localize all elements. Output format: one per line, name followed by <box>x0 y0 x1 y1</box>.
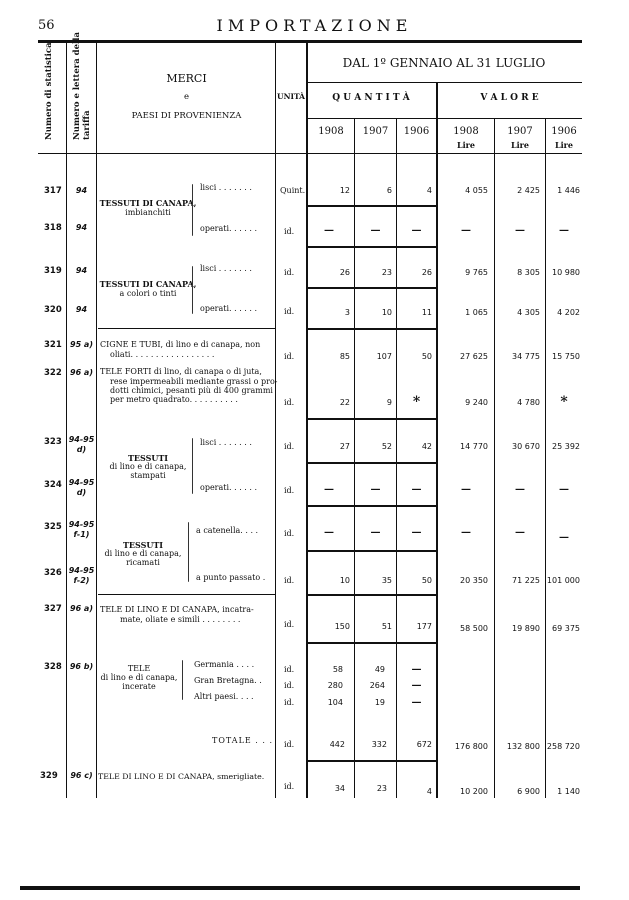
q-1906: 4 <box>426 787 432 796</box>
v-1906: — <box>559 484 569 495</box>
q-1908: 22 <box>339 398 350 407</box>
q-1906: — <box>411 697 422 708</box>
v-1907: 34 775 <box>512 352 540 361</box>
group-brace <box>192 266 193 314</box>
v-1906: 1 140 <box>557 787 580 796</box>
q-1907: 9 <box>386 398 392 407</box>
header-period: DAL 1º GENNAIO AL 31 LUGLIO <box>342 56 546 70</box>
q-1906: 50 <box>421 352 432 361</box>
item-desc: TELE DI LINO E DI CANAPA, incatra- <box>100 605 254 614</box>
q-1908: 150 <box>334 622 350 631</box>
row-rule <box>308 462 436 464</box>
v-1906: * <box>560 394 568 410</box>
tariff-code-letter: f-1) <box>73 530 90 539</box>
stat-number: 321 <box>44 340 62 350</box>
group-subtitle: a colori o tinti <box>119 289 177 298</box>
v-1908: 9 765 <box>465 268 488 277</box>
row-rule <box>308 328 436 330</box>
group-title: TESSUTI DI CANAPA, <box>99 198 197 208</box>
tariff-code-letter: d) <box>76 488 87 497</box>
v-1908: 1 065 <box>465 308 488 317</box>
total-label: TOTALE . . . <box>212 736 273 745</box>
v-1907: — <box>515 527 525 538</box>
tariff-code: 94-95 <box>68 478 95 487</box>
tariff-code: 96 c) <box>70 771 93 780</box>
q-1907: — <box>370 225 381 236</box>
q-1908: 12 <box>339 186 350 195</box>
unit: id. <box>284 529 295 538</box>
item-desc: operati. . . . . . <box>200 483 258 492</box>
q-1907: 51 <box>381 622 392 631</box>
item-desc: a catenella. . . . <box>196 526 259 535</box>
sub-country: Germania . . . . <box>194 660 255 669</box>
header-statistica: Numero di statistica <box>44 42 54 140</box>
tariff-code: 94-95 <box>68 520 95 529</box>
unit: id. <box>284 782 295 791</box>
unit: id. <box>284 486 295 495</box>
unit: id. <box>284 620 295 629</box>
v-1908: 20 350 <box>460 576 488 585</box>
header-v-1908: 1908 <box>453 126 479 137</box>
item-desc: lisci . . . . . . . <box>200 183 252 192</box>
v-1906: 1 446 <box>557 186 580 195</box>
stat-number: 319 <box>44 266 62 276</box>
unit: Quint. <box>280 186 306 195</box>
q-1906: — <box>411 225 422 236</box>
q-1908: 27 <box>339 442 350 451</box>
total-q-1907: 332 <box>371 740 387 749</box>
unit: id. <box>284 352 295 361</box>
group-brace <box>192 438 193 494</box>
header-e: e <box>183 92 190 102</box>
q-1908: 3 <box>344 308 350 317</box>
group-title: TELE <box>127 664 151 673</box>
item-desc: a punto passato . <box>196 573 266 582</box>
header-q-1906: 1906 <box>403 126 430 137</box>
unit: id. <box>284 268 295 277</box>
item-desc: operati. . . . . . <box>200 304 258 313</box>
q-1906: 11 <box>421 308 432 317</box>
unit: id. <box>284 442 295 451</box>
q-1906: * <box>412 394 421 410</box>
tariff-code: 96 a) <box>70 604 93 613</box>
tariff-code: 96 a) <box>70 368 93 377</box>
stat-number: 324 <box>44 480 62 490</box>
bottom-rule <box>20 886 580 890</box>
q-1906: — <box>411 484 422 495</box>
v-1907: 2 425 <box>517 186 540 195</box>
header-v-1907: 1907 <box>507 126 533 137</box>
item-desc: lisci . . . . . . . <box>200 438 252 447</box>
v-1906: 25 392 <box>552 442 580 451</box>
q-1907: 264 <box>369 681 385 690</box>
item-desc: CIGNE E TUBI, di lino e di canapa, non <box>100 340 261 349</box>
q-1906: 50 <box>421 576 432 585</box>
row-rule <box>308 418 436 420</box>
q-1906: 26 <box>421 268 432 277</box>
q-1907: 52 <box>381 442 392 451</box>
q-1906: 4 <box>426 186 432 195</box>
stat-number: 317 <box>44 186 62 196</box>
header-q-1908: 1908 <box>318 126 344 137</box>
v-1907: 71 225 <box>512 576 540 585</box>
v-1908: 9 240 <box>465 398 488 407</box>
tariff-code: 94 <box>75 223 88 232</box>
q-1907: 23 <box>376 784 387 793</box>
v-1908: 27 625 <box>460 352 488 361</box>
col-rule-q1907 <box>354 118 355 798</box>
group-brace <box>188 522 189 582</box>
tariff-code: 95 a) <box>70 340 93 349</box>
v-1907: 6 900 <box>517 787 540 796</box>
q-1907: 107 <box>376 352 392 361</box>
stat-number: 322 <box>44 368 62 378</box>
row-rule <box>308 594 436 596</box>
tariff-code: 94 <box>75 305 88 314</box>
v-1908: 4 055 <box>465 186 488 195</box>
v-1907: 8 305 <box>517 268 540 277</box>
page-title: IMPORTAZIONE <box>216 16 413 35</box>
group-subtitle: di lino e di canapa, <box>100 673 178 682</box>
years-rule <box>306 118 582 119</box>
v-1906: — <box>559 225 569 236</box>
q-1907: 10 <box>381 308 392 317</box>
header-lire-1906: Lire <box>555 140 573 150</box>
total-v-1906: 258 720 <box>546 742 580 751</box>
group-title: TESSUTI <box>122 540 164 550</box>
row-rule <box>308 205 436 207</box>
col-rule-merci <box>275 43 276 798</box>
top-rule <box>38 40 582 43</box>
q-1908: 280 <box>327 681 343 690</box>
group-subtitle: di lino e di canapa, <box>104 549 182 558</box>
tariff-code: 94-95 <box>68 435 95 444</box>
unit: id. <box>284 307 295 316</box>
v-1907: — <box>515 225 525 236</box>
v-1906: 15 750 <box>552 352 580 361</box>
unit: id. <box>284 576 295 585</box>
total-v-1907: 132 800 <box>506 742 540 751</box>
group-subtitle: imbianchiti <box>125 208 171 217</box>
q-1907: 19 <box>374 698 385 707</box>
tariff-code: 96 b) <box>69 662 94 671</box>
item-desc-cont: mate, oliate e simili . . . . . . . . <box>120 615 241 624</box>
v-1908: — <box>461 484 471 495</box>
stat-number: 325 <box>44 522 62 532</box>
q-1908: 34 <box>334 784 345 793</box>
v-1908: — <box>461 225 471 236</box>
stat-number: 323 <box>44 437 62 447</box>
q-1908: 104 <box>327 698 343 707</box>
tariff-code: 94 <box>75 266 88 275</box>
row-rule <box>308 246 436 248</box>
item-desc-cont: dotti chimici, pesanti più di 400 grammi <box>110 386 273 395</box>
v-1907: 4 780 <box>517 398 540 407</box>
v-1906: 101 000 <box>546 576 580 585</box>
group-subtitle: di lino e di canapa, <box>109 462 187 471</box>
item-desc-cont: rese impermeabili mediante grassi o pro- <box>110 377 278 386</box>
unit: id. <box>284 740 295 749</box>
header-lire-1907: Lire <box>511 140 529 150</box>
q-1908: — <box>324 484 334 495</box>
header-tariffa: Numero e lettera della tariffa <box>72 32 92 140</box>
group-subtitle: ricamati <box>126 558 160 567</box>
group-subtitle: stampati <box>130 471 166 480</box>
q-1906: — <box>411 527 422 538</box>
stat-number: 320 <box>44 305 62 315</box>
v-1906: — <box>559 532 569 543</box>
group-brace <box>182 660 183 700</box>
q-1908: 85 <box>339 352 350 361</box>
unit: id. <box>284 398 295 407</box>
v-1908: 14 770 <box>460 442 488 451</box>
tariff-code: 94-95 <box>68 566 95 575</box>
header-quantita: Q U A N T I T À <box>332 93 410 103</box>
total-q-1908: 442 <box>329 740 345 749</box>
group-title: TESSUTI <box>127 453 169 463</box>
v-1906: 10 980 <box>552 268 580 277</box>
sub-country: Altri paesi. . . . <box>194 692 254 701</box>
group-title: TESSUTI DI CANAPA, <box>99 279 197 289</box>
item-desc-cont: per metro quadrato. . . . . . . . . . <box>110 395 238 404</box>
q-1906: — <box>411 664 422 675</box>
header-bottom-rule <box>38 153 582 154</box>
header-q-1907: 1907 <box>362 126 389 137</box>
stat-number: 326 <box>44 568 62 578</box>
unit: id. <box>284 698 295 707</box>
q-1908: 58 <box>332 665 343 674</box>
v-1907: — <box>515 484 525 495</box>
group-brace <box>192 184 193 236</box>
unit: id. <box>284 227 295 236</box>
tariff-code-letter: f-2) <box>73 576 90 585</box>
header-paesi: PAESI DI PROVENIENZA <box>131 111 242 121</box>
stat-number: 328 <box>44 662 62 672</box>
sub-country: Gran Bretagna. . <box>194 676 262 685</box>
header-merci: MERCI <box>166 72 207 85</box>
tariff-code-letter: d) <box>76 445 87 454</box>
q-1907: — <box>370 484 381 495</box>
col-rule-v1907 <box>494 118 495 798</box>
q-1907: 35 <box>381 576 392 585</box>
row-rule <box>308 505 436 507</box>
v-1908: — <box>461 527 471 538</box>
q-1906: — <box>411 680 422 691</box>
row-rule <box>308 642 436 644</box>
row-rule <box>98 328 275 329</box>
header-v-1906: 1906 <box>551 126 577 137</box>
v-1908: 10 200 <box>460 787 488 796</box>
q-1908: — <box>324 527 334 538</box>
row-rule <box>308 287 436 289</box>
q-1907: 49 <box>374 665 385 674</box>
header-valore: V A L O R E <box>480 93 539 103</box>
item-desc: TELE FORTI di lino, di canapa o di juta, <box>100 367 262 376</box>
col-rule-v1906 <box>545 118 546 798</box>
unit: id. <box>284 665 295 674</box>
q-1906: 42 <box>421 442 432 451</box>
page-number: 56 <box>38 18 55 33</box>
total-v-1908: 176 800 <box>454 742 488 751</box>
unit: id. <box>284 681 295 690</box>
q-1908: 26 <box>339 268 350 277</box>
item-desc: lisci . . . . . . . <box>200 264 252 273</box>
q-1908: 10 <box>339 576 350 585</box>
v-1906: 69 375 <box>552 624 580 633</box>
row-rule <box>308 760 436 762</box>
group-subtitle: incerate <box>122 682 156 691</box>
header-unita: UNITÀ <box>277 92 305 101</box>
q-1906: 177 <box>416 622 432 631</box>
q-1907: 6 <box>386 186 392 195</box>
stat-number: 329 <box>40 771 58 781</box>
v-1906: 4 202 <box>557 308 580 317</box>
item-desc: TELE DI LINO E DI CANAPA, smerigliate. <box>98 772 265 781</box>
col-rule-stat <box>66 43 67 798</box>
q-1907: 23 <box>381 268 392 277</box>
period-rule <box>306 82 582 83</box>
row-rule <box>308 550 436 552</box>
stat-number: 318 <box>44 223 62 233</box>
item-desc-cont: oliati. . . . . . . . . . . . . . . . . <box>110 350 215 359</box>
col-rule-tar <box>96 43 97 798</box>
q-1907: — <box>370 527 381 538</box>
row-rule <box>98 594 275 595</box>
v-1907: 4 305 <box>517 308 540 317</box>
v-1908: 58 500 <box>460 624 488 633</box>
item-desc: operati. . . . . . <box>200 224 258 233</box>
q-1908: — <box>324 225 334 236</box>
col-rule-q1906 <box>396 118 397 798</box>
v-1907: 19 890 <box>512 624 540 633</box>
header-lire-1908: Lire <box>457 140 475 150</box>
v-1907: 30 670 <box>512 442 540 451</box>
stat-number: 327 <box>44 604 62 614</box>
tariff-code: 94 <box>75 186 88 195</box>
total-q-1906: 672 <box>416 740 432 749</box>
